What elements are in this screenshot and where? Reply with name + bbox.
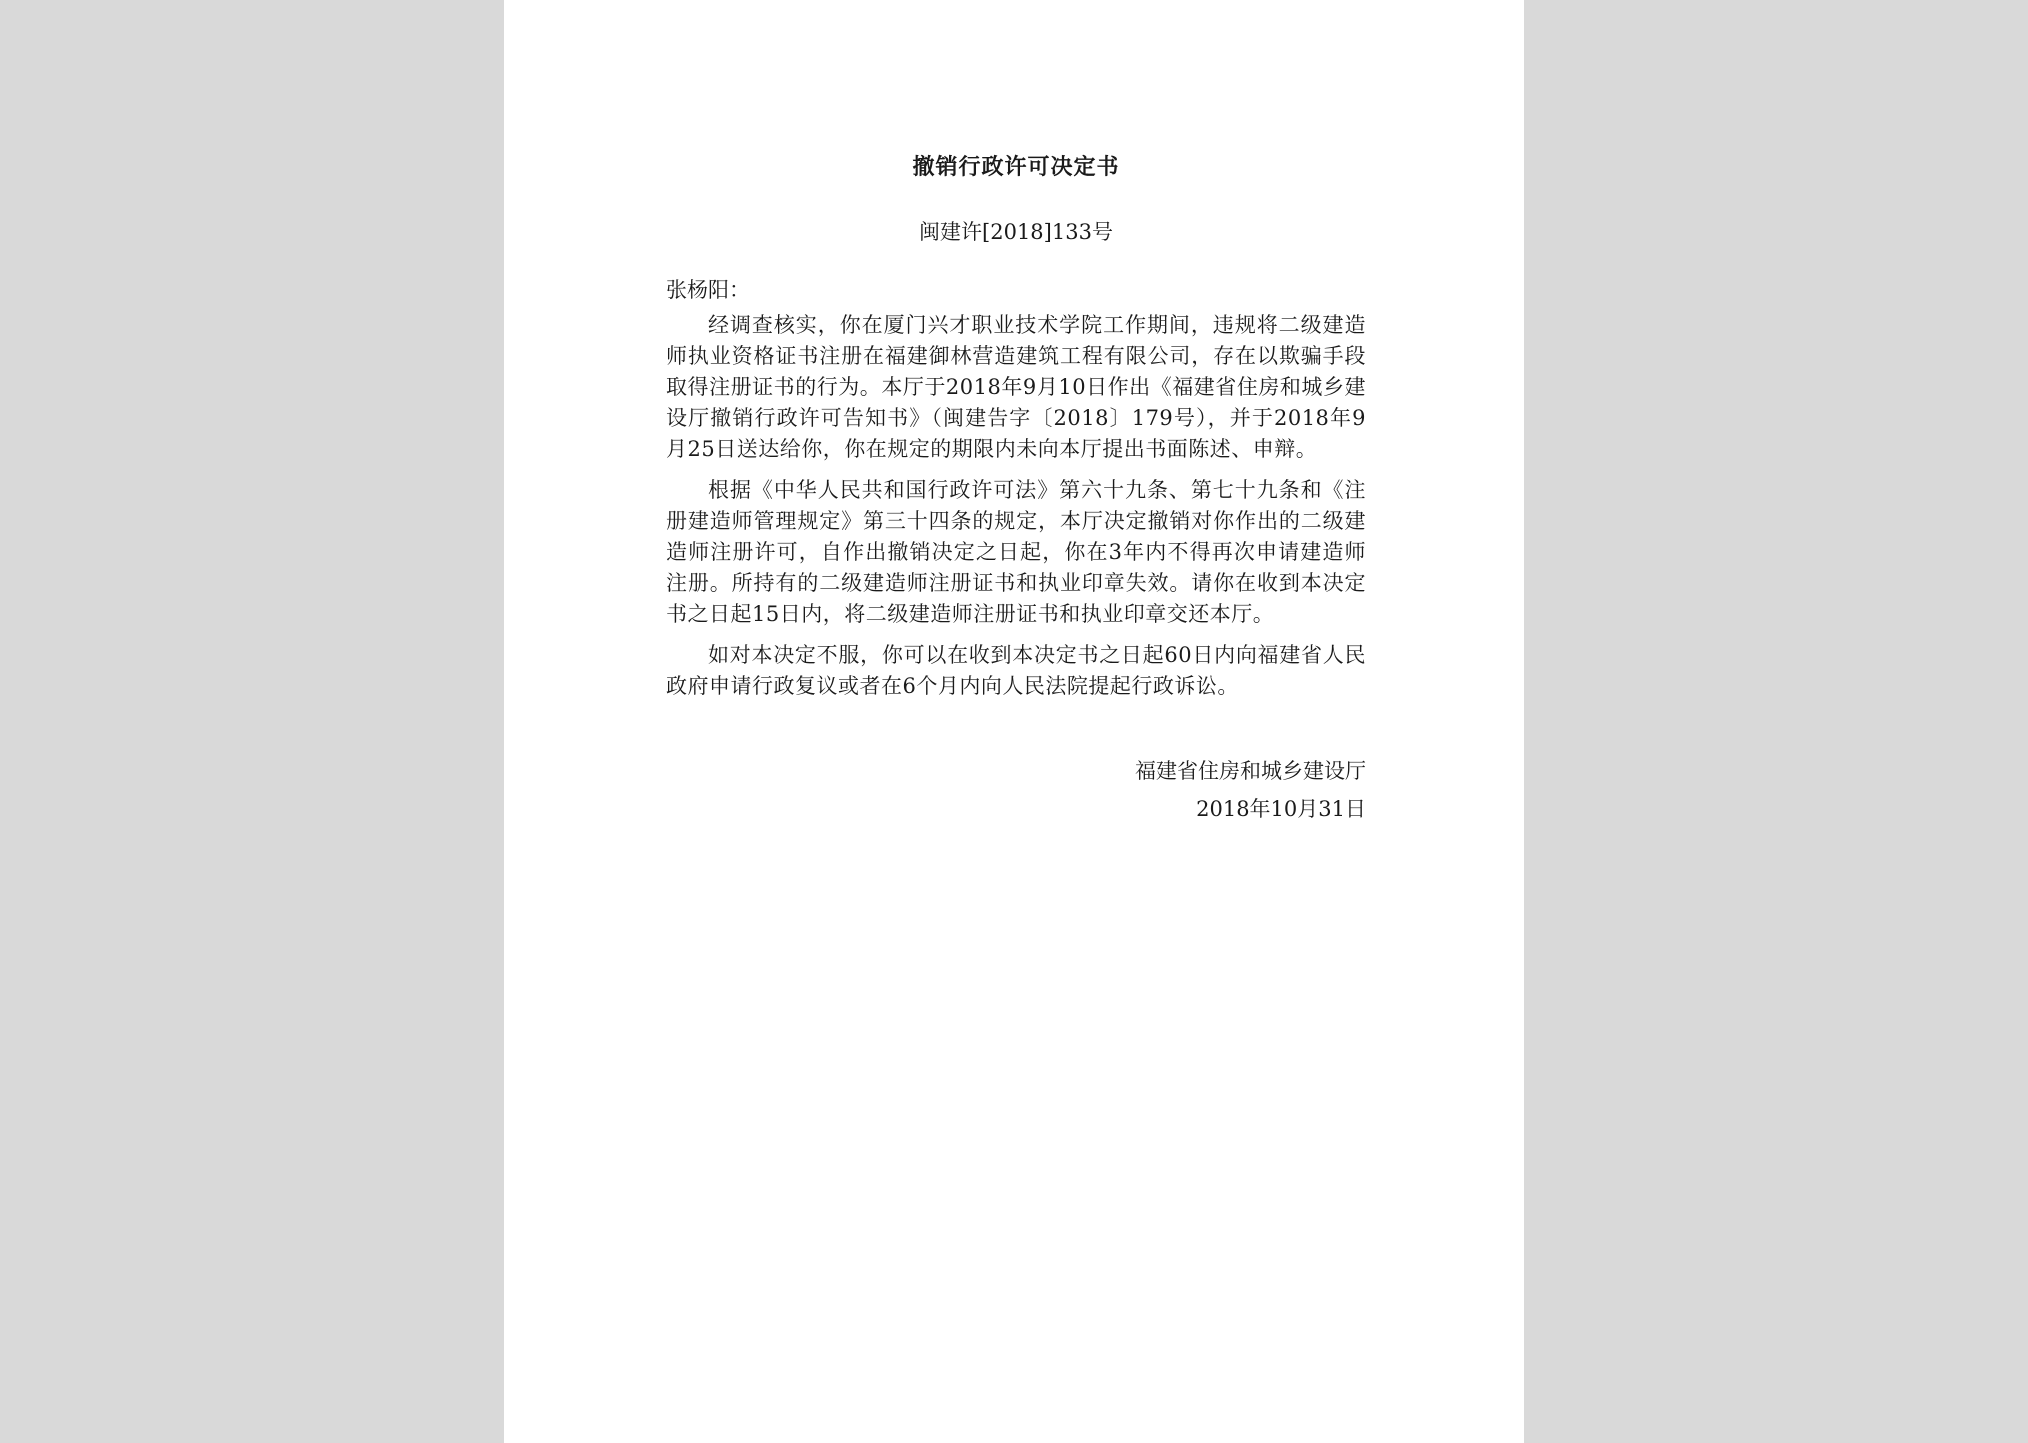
document-body	[666, 150, 1366, 828]
signature-block	[666, 752, 1366, 828]
document-page	[504, 0, 1524, 1443]
salutation: 张杨阳：	[666, 278, 750, 302]
issue-date: 2018年10月31日	[1196, 797, 1366, 821]
document-number: 闽建许[2018]133号	[919, 220, 1113, 244]
issuer-name: 福建省住房和城乡建设厅	[1135, 759, 1366, 783]
document-title: 撤销行政许可决定书	[912, 154, 1120, 180]
paragraph-appeal: 如对本决定不服，你可以在收到本决定书之日起60日内向福建省人民政府申请行政复议或者在6个月内向人民法院提起行政诉讼。	[666, 643, 1366, 698]
paragraph-findings: 经调查核实，你在厦门兴才职业技术学院工作期间，违规将二级建造师执业资格证书注册在福建御林营造建筑工程有限公司，存在以欺骗手段取得注册证书的行为。本厅于2018年9月10日作出《福建省住房和城乡建设厅撤销行政许可告知书》（闽建告字〔2018〕179号），并于2018年9月25日送达给你，你在规定的期限内未向本厅提出书面陈述、申辩。	[666, 313, 1366, 461]
paragraph-decision: 根据《中华人民共和国行政许可法》第六十九条、第七十九条和《注册建造师管理规定》第三十四条的规定，本厅决定撤销对你作出的二级建造师注册许可，自作出撤销决定之日起，你在3年内不得再次申请建造师注册。所持有的二级建造师注册证书和执业印章失效。请你在收到本决定书之日起15日内，将二级建造师注册证书和执业印章交还本厅。	[666, 478, 1366, 626]
